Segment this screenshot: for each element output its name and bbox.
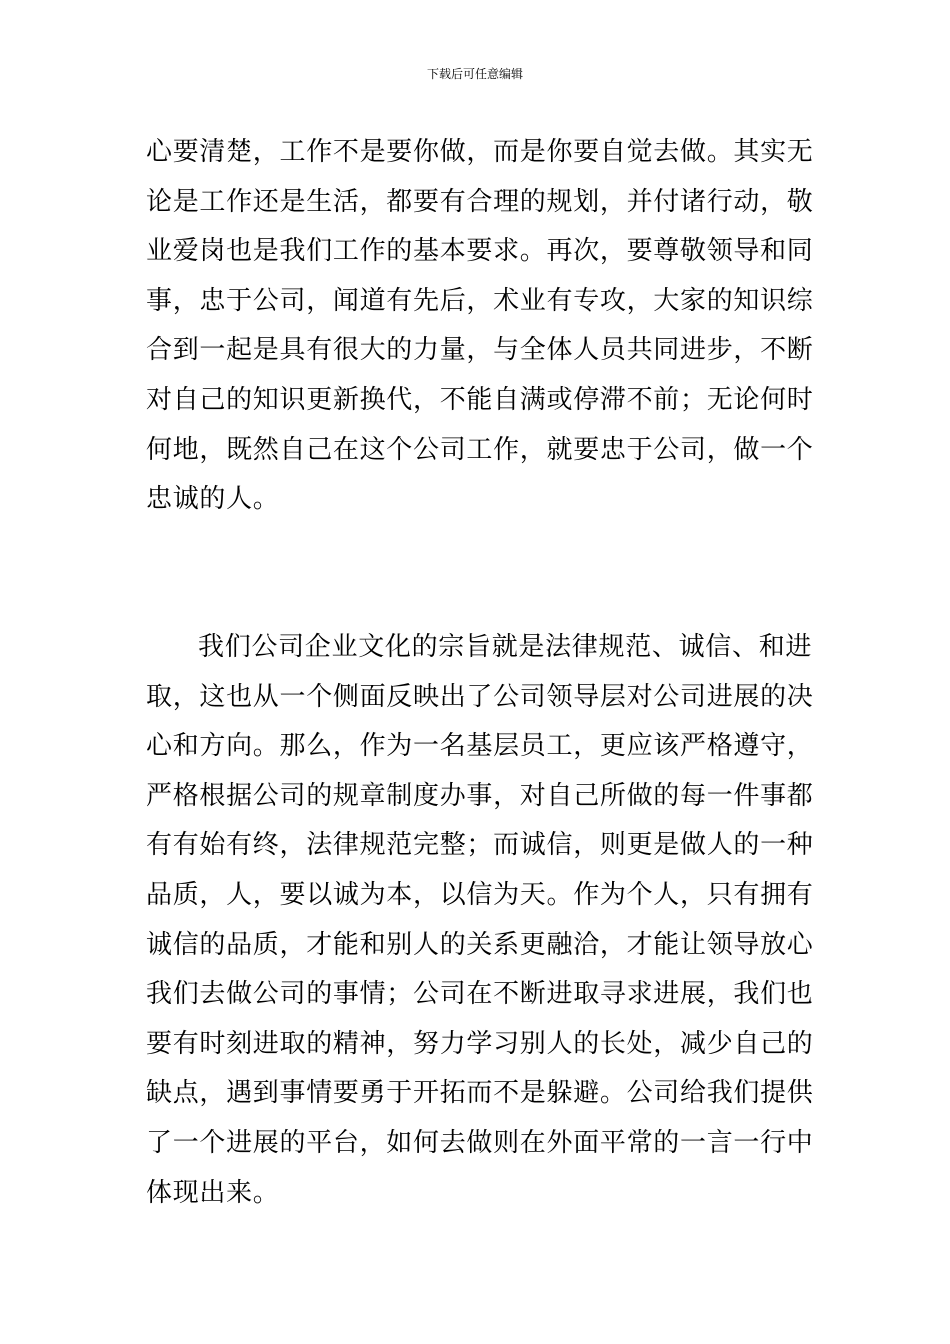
paragraph-line: 诚信的品质，才能和别人的关系更融洽，才能让领导放心 xyxy=(146,929,814,960)
paragraph-line: 了一个进展的平台，如何去做则在外面平常的一言一行中 xyxy=(146,1127,814,1158)
paragraph-line: 我们去做公司的事情；公司在不断进取寻求进展，我们也 xyxy=(146,979,814,1010)
paragraph-line: 业爱岗也是我们工作的基本要求。再次，要尊敬领导和同 xyxy=(146,236,814,267)
paragraph-line: 忠诚的人。 xyxy=(146,484,280,515)
paragraph-2 xyxy=(146,632,814,1229)
paragraph-line: 何地，既然自己在这个公司工作，就要忠于公司，做一个 xyxy=(146,434,814,465)
paragraph-line: 严格根据公司的规章制度办事，对自己所做的每一件事都 xyxy=(146,780,814,811)
paragraph-line: 缺点，遇到事情要勇于开拓而不是躲避。公司给我们提供 xyxy=(146,1078,814,1109)
paragraph-line: 对自己的知识更新换代，不能自满或停滞不前；无论何时 xyxy=(146,384,814,415)
paragraph-line: 取，这也从一个侧面反映出了公司领导层对公司进展的决 xyxy=(146,681,814,712)
paragraph-1 xyxy=(146,137,814,536)
paragraph-line: 心和方向。那么，作为一名基层员工，更应该严格遵守， xyxy=(146,731,814,762)
paragraph-line: 体现出来。 xyxy=(146,1177,280,1208)
paragraph-line: 品质，人，要以诚为本，以信为天。作为个人，只有拥有 xyxy=(146,879,814,910)
paragraph-line: 有有始有终，法律规范完整；而诚信，则更是做人的一种 xyxy=(146,830,814,861)
paragraph-line: 心要清楚，工作不是要你做，而是你要自觉去做。其实无 xyxy=(146,137,814,167)
page-header: 下载后可任意编辑 xyxy=(426,67,523,81)
paragraph-line: 合到一起是具有很大的力量，与全体人员共同进步，不断 xyxy=(146,335,814,366)
paragraph-line: 要有时刻进取的精神，努力学习别人的长处，减少自己的 xyxy=(146,1028,814,1059)
paragraph-line: 论是工作还是生活，都要有合理的规划，并付诸行动，敬 xyxy=(146,186,814,217)
paragraph-line: 事，忠于公司，闻道有先后，术业有专攻，大家的知识综 xyxy=(146,285,814,316)
paragraph-line: 我们公司企业文化的宗旨就是法律规范、诚信、和进 xyxy=(198,632,813,662)
